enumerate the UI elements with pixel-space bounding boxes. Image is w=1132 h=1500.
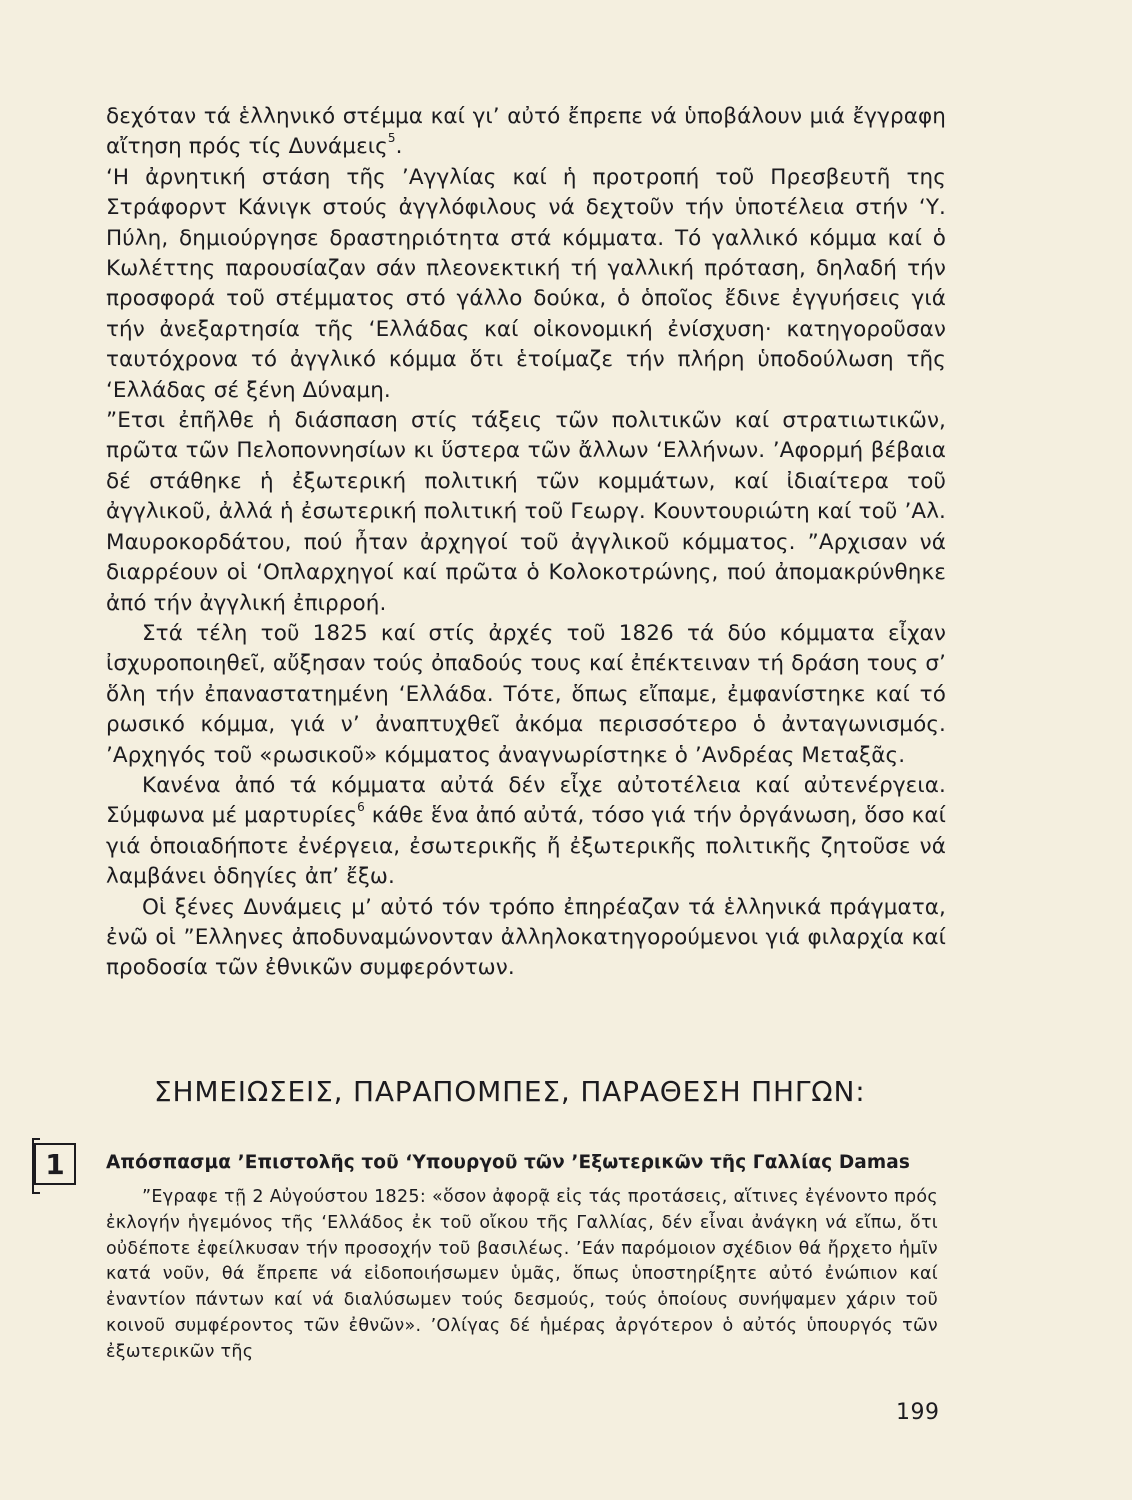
- paragraph-5: Κανένα ἀπό τά κόμματα αὐτά δέν εἶχε αὐτοτέλεια καί αὐτενέργεια. Σύμφωνα μέ μαρτυρίες$^6$ κάθε ἕνα ἀπό αὐτά, τόσο γιά τήν ὀργάνωση, ὅσο καί γιά ὁποιαδήποτε ἐνέργεια, ἐσωτερικῆς ἤ ἐξωτερικῆς πολιτικῆς ζητοῦσε νά λαμβάνει ὁδηγίες ἀπ’ ἔξω.: [106, 772, 946, 890]
- paragraph-1: δεχόταν τά ἑλληνικό στέμμα καί γι’ αὐτό ἔπρεπε νά ὑποβάλουν μιά ἔγγραφη αἴτηση πρός τίς Δυνάμεις$^5$.: [106, 104, 946, 160]
- note-paragraph: ”Εγραφε τῇ 2 Αὐγούστου 1825: «ὅσον ἀφορᾷ εἰς τάς προτάσεις, αἵτινες ἐγένοντο πρός ἐκλογήν ἡγεμόνος τῆς ‘Ελλάδος ἐκ τοῦ οἴκου τῆς Γαλλίας, δέν εἶναι ἀνάγκη νά εἴπω, ὅτι οὐδέποτε ἐφείλκυσαν τήν προσοχήν τοῦ βασιλέως. ’Εάν παρόμοιον σχέδιον θά ἤρχετο ἡμῖν κατά νοῦν, θά ἔπρεπε νά εἰδοποιήσωμεν ὑμᾶς, ὅπως ὑποστηρίξητε αὐτό ἐνώπιον καί ἐναντίον πάντων καί νά διαλύσωμεν τούς δεσμούς, τούς ὁποίους συνήψαμεν χάριν τοῦ κοινοῦ συμφέροντος τῶν ἐθνῶν». ’Ολίγας δέ ἡμέρας ἀργότερον ὁ αὐτός ὑπουργός τῶν ἐξωτερικῶν τῆς: [106, 1187, 938, 1362]
- footnote-ref-5: 5: [387, 131, 396, 146]
- footnote-ref-6: 6: [357, 800, 365, 815]
- body-text: [106, 102, 946, 984]
- paragraph-2: ‘Η ἀρνητική στάση τῆς ’Αγγλίας καί ἡ προτροπή τοῦ Πρεσβευτῆ της Στράφορντ Κάνιγκ στούς ἀγγλόφιλους νά δεχτοῦν τήν ὑποτέλεια στήν ‘Υ. Πύλη, δημιούργησε δραστηριότητα στά κόμματα. Τό γαλλικό κόμμα καί ὁ Κωλέττης παρουσίαζαν σάν πλεονεκτική τή γαλλική πρόταση, δηλαδή τήν προσφορά τοῦ στέμματος στό γάλλο δούκα, ὁ ὁποῖος ἔδινε ἐγγυήσεις γιά τήν ἀνεξαρτησία τῆς ‘Ελλάδας καί οἰκονομική ἐνίσχυση· κατηγοροῦσαν ταυτόχρονα τό ἀγγλικό κόμμα ὅτι ἑτοίμαζε τήν πλήρη ὑποδούλωση τῆς ‘Ελλάδας σέ ξένη Δύναμη.: [106, 164, 946, 403]
- note-number-box: 1: [34, 1143, 76, 1185]
- notes-section-title: ΣΗΜΕΙΩΣΕΙΣ, ΠΑΡΑΠΟΜΠΕΣ, ΠΑΡΑΘΕΣΗ ΠΗΓΩΝ:: [154, 1075, 866, 1108]
- note-text: [106, 1185, 938, 1366]
- page-number: 199: [896, 1400, 940, 1425]
- paragraph-3: ”Ετσι ἐπῆλθε ἡ διάσπαση στίς τάξεις τῶν πολιτικῶν καί στρατιωτικῶν, πρῶτα τῶν Πελοποννησίων κι ὕστερα τῶν ἄλλων ‘Ελλήνων. ’Αφορμή βέβαια δέ στάθηκε ἡ ἐξωτερική πολιτική τῶν κομμάτων, καί ἰδιαίτερα τοῦ ἀγγλικοῦ, ἀλλά ἡ ἐσωτερική πολιτική τοῦ Γεωργ. Κουντουριώτη καί τοῦ ’Αλ. Μαυροκορδάτου, πού ἦταν ἀρχηγοί τοῦ ἀγγλικοῦ κόμματος. ”Αρχισαν νά διαρρέουν οἱ ‘Οπλαρχηγοί καί πρῶτα ὁ Κολοκοτρώνης, πού ἀπομακρύνθηκε ἀπό τήν ἀγγλική ἐπιρροή.: [106, 408, 946, 616]
- paragraph-6: Οἱ ξένες Δυνάμεις μ’ αὐτό τόν τρόπο ἐπηρέαζαν τά ἑλληνικά πράγματα, ἐνῶ οἱ ”Ελληνες ἀποδυναμώνονταν ἀλληλοκατηγορούμενοι γιά φιλαρχία καί προδοσία τῶν ἐθνικῶν συμφερόντων.: [106, 894, 946, 981]
- note-heading: Απόσπασμα ’Επιστολῆς τοῦ ‘Υπουργοῦ τῶν ’Εξωτερικῶν τῆς Γαλλίας Damas: [106, 1152, 910, 1173]
- paragraph-4: Στά τέλη τοῦ 1825 καί στίς ἀρχές τοῦ 1826 τά δύο κόμματα εἶχαν ἰσχυροποιηθεῖ, αὔξησαν τούς ὀπαδούς τους καί ἐπέκτειναν τή δράση τους σ’ ὅλη τήν ἐπαναστατημένη ‘Ελλάδα. Τότε, ὅπως εἴπαμε, ἐμφανίστηκε καί τό ρωσικό κόμμα, γιά ν’ ἀναπτυχθεῖ ἀκόμα περισσότερο ὁ ἀνταγωνισμός. ’Αρχηγός τοῦ «ρωσικοῦ» κόμματος ἀναγνωρίστηκε ὁ ’Ανδρέας Μεταξᾶς.: [106, 620, 946, 768]
